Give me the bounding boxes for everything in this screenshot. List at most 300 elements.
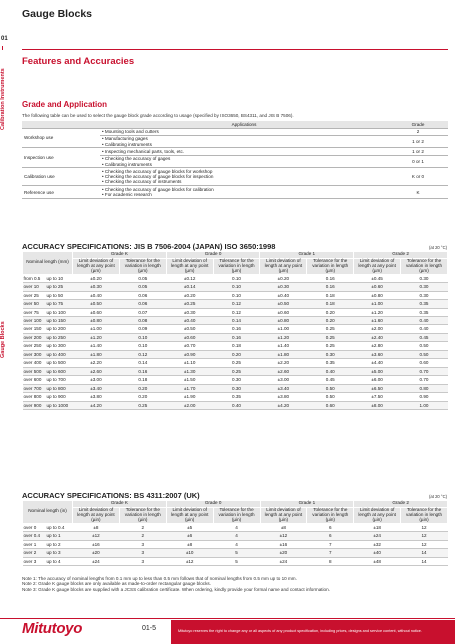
spec-row <box>23 549 448 557</box>
spec-value: 12 <box>401 523 448 531</box>
application-grade: K <box>388 186 448 199</box>
length-from: over 1 <box>23 540 46 548</box>
spec-value: 0.60 <box>401 359 448 367</box>
spec-value: ±1.70 <box>166 384 213 392</box>
spec-value: 0.10 <box>119 342 166 350</box>
spec-value: 0.20 <box>307 308 354 316</box>
spec-value: ±1.10 <box>166 359 213 367</box>
spec-value: 12 <box>401 532 448 540</box>
spec-value: 3 <box>119 540 166 548</box>
length-from: over 600 <box>23 376 46 384</box>
limit-deviation-header: Limit deviation of length at any point (µin) <box>73 507 120 523</box>
spec-row <box>23 333 448 341</box>
spec-value: 14 <box>401 549 448 557</box>
spec-value: 0.10 <box>213 291 260 299</box>
application-category: Workshop use <box>22 128 100 148</box>
spec-value: 0.14 <box>213 317 260 325</box>
length-to: up to 3 <box>46 549 73 557</box>
spec-value: 8 <box>307 557 354 565</box>
spec-row <box>23 359 448 367</box>
length-to: up to 500 <box>46 359 73 367</box>
spec-value: 0.18 <box>307 300 354 308</box>
length-from: over 75 <box>23 308 46 316</box>
length-to: up to 600 <box>46 367 73 375</box>
spec-value: 0.25 <box>213 359 260 367</box>
bs-spec-heading: ACCURACY SPECIFICATIONS: BS 4311:2007 (UK) <box>22 491 200 500</box>
spec-value: ±2.20 <box>73 359 120 367</box>
spec-value: 0.70 <box>401 367 448 375</box>
spec-value: 0.60 <box>307 401 354 409</box>
application-line: • Calibrating instruments <box>102 161 152 167</box>
spec-value: 0.70 <box>401 376 448 384</box>
spec-value: 0.90 <box>401 393 448 401</box>
spec-value: ±2.00 <box>166 401 213 409</box>
spec-value: ±0.20 <box>73 274 120 282</box>
application-line: • Calibrating instruments <box>102 141 152 147</box>
footer-rule <box>0 618 455 619</box>
bs-spec-table <box>22 500 448 566</box>
spec-value: ±6 <box>166 532 213 540</box>
app-table-corner <box>22 121 100 128</box>
page-title: Gauge Blocks <box>22 8 93 20</box>
limit-deviation-header: Limit deviation of length at any point (µm) <box>354 258 401 274</box>
spec-value: 0.07 <box>119 308 166 316</box>
application-grade: K or 0 <box>388 168 448 186</box>
spec-value: 0.06 <box>119 291 166 299</box>
application-row <box>22 186 448 199</box>
spec-value: 0.20 <box>213 350 260 358</box>
section-label-gauge-blocks: Gauge Blocks <box>0 321 6 358</box>
length-from: over 500 <box>23 367 46 375</box>
bs-unit: (at 20 °C) <box>429 494 447 499</box>
spec-value: ±0.50 <box>166 325 213 333</box>
spec-row <box>23 540 448 548</box>
application-description <box>100 135 388 148</box>
application-category: Calibration use <box>22 168 100 186</box>
spec-value: 0.45 <box>401 333 448 341</box>
length-from: over 150 <box>23 325 46 333</box>
spec-value: ±1.40 <box>73 342 120 350</box>
spec-value: ±3.60 <box>354 350 401 358</box>
jis-spec-table <box>22 251 448 410</box>
application-category: Reference use <box>22 186 100 199</box>
length-from: over 0 <box>23 523 46 531</box>
spec-value: ±1.40 <box>260 342 307 350</box>
spec-value: 0.16 <box>119 367 166 375</box>
spec-row <box>23 350 448 358</box>
spec-row <box>23 384 448 392</box>
variation-tolerance-header: Tolerance for the variation in length (µm) <box>213 258 260 274</box>
spec-value: 0.16 <box>213 333 260 341</box>
grade-application-intro: The following table can be used to select the gauge block grade according to usage (specified by ISO3650, BS4311, and JIS B 7506). <box>22 113 294 118</box>
spec-value: ±5 <box>166 523 213 531</box>
spec-value: ±12 <box>73 532 120 540</box>
spec-value: 4 <box>213 523 260 531</box>
length-to: up to 4 <box>46 557 73 565</box>
spec-value: 0.25 <box>307 333 354 341</box>
spec-value: 3 <box>119 557 166 565</box>
spec-value: 0.12 <box>213 300 260 308</box>
length-to: up to 800 <box>46 384 73 392</box>
spec-value: ±0.40 <box>166 317 213 325</box>
spec-row <box>23 283 448 291</box>
spec-value: ±18 <box>354 523 401 531</box>
spec-value: 0.25 <box>119 401 166 409</box>
application-line: • Checking the accuracy of gauge blocks for workshop <box>102 169 213 175</box>
length-to: up to 900 <box>46 393 73 401</box>
spec-value: ±2.80 <box>354 342 401 350</box>
spec-row <box>23 401 448 409</box>
spec-value: ±16 <box>260 540 307 548</box>
spec-value: ±12 <box>260 532 307 540</box>
jis-unit: (at 20 °C) <box>429 245 447 250</box>
spec-value: 0.18 <box>307 291 354 299</box>
mitutoyo-logo: Mitutoyo <box>22 620 83 637</box>
jis-spec-heading: ACCURACY SPECIFICATIONS: JIS B 7506-2004 (JAPAN) ISO 3650:1998 <box>22 242 276 251</box>
spec-value: 3 <box>119 549 166 557</box>
grade-0-header: Grade 0 <box>166 252 260 259</box>
application-grade: 1 or 2 <box>388 148 448 155</box>
spec-value: ±2.60 <box>73 367 120 375</box>
spec-value: ±6.50 <box>354 384 401 392</box>
length-to: up to 2 <box>46 540 73 548</box>
length-from: over 50 <box>23 300 46 308</box>
length-from: over 2 <box>23 549 46 557</box>
application-description <box>100 168 388 186</box>
spec-value: 0.10 <box>119 333 166 341</box>
spec-value: 7 <box>307 549 354 557</box>
spec-value: ±0.60 <box>260 308 307 316</box>
spec-value: 0.30 <box>401 283 448 291</box>
notes <box>22 576 442 592</box>
spec-value: ±20 <box>260 549 307 557</box>
applications-header: Applications <box>100 121 388 128</box>
spec-value: 0.50 <box>307 393 354 401</box>
spec-value: ±8 <box>260 523 307 531</box>
spec-value: ±3.00 <box>73 376 120 384</box>
spec-value: 0.05 <box>119 274 166 282</box>
spec-value: ±0.25 <box>166 300 213 308</box>
spec-value: 0.09 <box>119 325 166 333</box>
spec-row <box>23 557 448 565</box>
sub-header-row <box>23 507 448 523</box>
spec-row <box>23 308 448 316</box>
spec-value: ±1.80 <box>73 350 120 358</box>
spec-row <box>23 532 448 540</box>
application-description <box>100 148 388 155</box>
spec-row <box>23 376 448 384</box>
spec-value: 2 <box>119 523 166 531</box>
spec-value: ±0.30 <box>73 283 120 291</box>
note-3: Note 3: Grade K gauge blocks are supplied with a JCSS calibration certificate. When ordering, kindly provide your formal name and contact information. <box>22 586 330 592</box>
spec-value: 0.16 <box>213 325 260 333</box>
spec-value: ±3.40 <box>73 384 120 392</box>
spec-value: 4 <box>213 532 260 540</box>
spec-value: 0.80 <box>401 384 448 392</box>
application-row <box>22 168 448 186</box>
page-number: 01-5 <box>142 625 157 632</box>
spec-value: 0.05 <box>119 283 166 291</box>
spec-value: 0.30 <box>401 291 448 299</box>
spec-value: ±1.30 <box>166 367 213 375</box>
spec-value: 0.35 <box>307 359 354 367</box>
spec-value: 0.10 <box>213 283 260 291</box>
spec-value: ±0.12 <box>166 274 213 282</box>
spec-value: 0.12 <box>119 350 166 358</box>
length-to: up to 200 <box>46 325 73 333</box>
application-grade: 2 <box>388 128 448 135</box>
variation-tolerance-header: Tolerance for the variation in length (µm) <box>119 258 166 274</box>
length-from: from 0.5 <box>23 274 46 282</box>
spec-value: ±8.00 <box>354 401 401 409</box>
spec-value: 0.40 <box>401 317 448 325</box>
spec-value: ±1.00 <box>354 300 401 308</box>
spec-value: 0.25 <box>307 325 354 333</box>
spec-value: ±0.60 <box>73 308 120 316</box>
spec-value: ±0.30 <box>166 308 213 316</box>
length-to: up to 1000 <box>46 401 73 409</box>
limit-deviation-header: Limit deviation of length at any point (µm) <box>73 258 120 274</box>
variation-tolerance-header: Tolerance for the variation in length (µin) <box>213 507 260 523</box>
spec-row <box>23 523 448 531</box>
spec-value: ±5.00 <box>354 367 401 375</box>
divider <box>22 49 448 50</box>
spec-value: ±0.80 <box>73 317 120 325</box>
spec-value: ±0.60 <box>166 333 213 341</box>
spec-value: ±2.00 <box>354 325 401 333</box>
length-from: over 10 <box>23 283 46 291</box>
section-label-calibration: Calibration Instruments <box>0 68 6 130</box>
page-subtitle: Features and Accuracies <box>22 56 135 67</box>
spec-value: 0.35 <box>401 308 448 316</box>
length-from: over 700 <box>23 384 46 392</box>
spec-value: ±1.20 <box>354 308 401 316</box>
length-to: up to 75 <box>46 300 73 308</box>
spec-value: ±3.80 <box>73 393 120 401</box>
spec-value: ±8 <box>73 523 120 531</box>
spec-row <box>23 342 448 350</box>
spec-row <box>23 291 448 299</box>
spec-value: ±24 <box>354 532 401 540</box>
spec-value: ±1.90 <box>166 393 213 401</box>
spec-value: ±1.00 <box>73 325 120 333</box>
spec-row <box>23 274 448 282</box>
spec-value: 5 <box>213 549 260 557</box>
application-line: • Checking the accuracy of gages <box>102 156 171 162</box>
length-to: up to 25 <box>46 283 73 291</box>
note-1: Note 1: The accuracy of nominal lengths from 0.1 mm up to less than 0.5 mm follows that of nominal lengths from 0.5 mm up to 10 mm. <box>22 576 297 581</box>
application-line: • For academic research <box>102 192 152 198</box>
application-line: • Checking the accuracy of instruments <box>102 179 182 185</box>
variation-tolerance-header: Tolerance for the variation in length (µin) <box>401 507 448 523</box>
spec-value: ±4.20 <box>73 401 120 409</box>
grade-application-table <box>22 121 448 199</box>
spec-value: 0.35 <box>213 393 260 401</box>
spec-value: 0.35 <box>401 300 448 308</box>
spec-value: 0.08 <box>119 317 166 325</box>
limit-deviation-header: Limit deviation of length at any point (µin) <box>166 507 213 523</box>
spec-value: ±1.20 <box>260 333 307 341</box>
spec-value: 0.20 <box>307 317 354 325</box>
application-grade: 1 or 2 <box>388 135 448 148</box>
application-description <box>100 186 388 199</box>
length-from: over 800 <box>23 393 46 401</box>
spec-row <box>23 300 448 308</box>
spec-value: 0.06 <box>119 300 166 308</box>
spec-value: ±7.50 <box>354 393 401 401</box>
length-from: over 300 <box>23 350 46 358</box>
length-to: up to 1 <box>46 532 73 540</box>
spec-value: ±24 <box>260 557 307 565</box>
application-description <box>100 128 388 135</box>
length-to: up to 150 <box>46 317 73 325</box>
grade-application-heading: Grade and Application <box>22 100 108 109</box>
spec-value: ±1.00 <box>260 325 307 333</box>
spec-value: ±3.00 <box>260 376 307 384</box>
spec-value: 12 <box>401 540 448 548</box>
spec-value: ±0.80 <box>260 317 307 325</box>
grade-header: Grade <box>388 121 448 128</box>
spec-value: ±3.40 <box>260 384 307 392</box>
spec-value: 0.16 <box>307 283 354 291</box>
limit-deviation-header: Limit deviation of length at any point (µm) <box>166 258 213 274</box>
spec-value: ±0.50 <box>260 300 307 308</box>
application-grade: 0 or 1 <box>388 155 448 168</box>
length-from: over 400 <box>23 359 46 367</box>
spec-row <box>23 393 448 401</box>
spec-value: ±16 <box>73 540 120 548</box>
spec-value: ±2.60 <box>260 367 307 375</box>
spec-value: 0.30 <box>307 350 354 358</box>
spec-value: 2 <box>119 532 166 540</box>
spec-value: 0.30 <box>213 384 260 392</box>
application-line: • Mounting tools and cutters <box>102 129 159 135</box>
grade-1-header: Grade 1 <box>260 501 354 508</box>
spec-value: 0.45 <box>307 376 354 384</box>
spec-value: 6 <box>307 532 354 540</box>
spec-row <box>23 317 448 325</box>
side-tab <box>0 0 10 644</box>
spec-value: ±20 <box>73 549 120 557</box>
length-from: over 25 <box>23 291 46 299</box>
spec-value: ±0.90 <box>166 350 213 358</box>
application-row <box>22 128 448 135</box>
spec-value: ±4.20 <box>260 401 307 409</box>
spec-value: ±1.60 <box>354 317 401 325</box>
spec-value: 0.40 <box>213 401 260 409</box>
spec-value: ±0.30 <box>260 283 307 291</box>
spec-value: ±40 <box>354 549 401 557</box>
spec-value: ±24 <box>73 557 120 565</box>
limit-deviation-header: Limit deviation of length at any point (µin) <box>354 507 401 523</box>
application-line: • Checking the accuracy of gauge blocks for inspection <box>102 174 214 180</box>
spec-value: ±2.20 <box>260 359 307 367</box>
length-from: over 100 <box>23 317 46 325</box>
length-from: over 200 <box>23 333 46 341</box>
sub-header-row <box>23 258 448 274</box>
spec-value: ±1.80 <box>260 350 307 358</box>
spec-value: ±48 <box>354 557 401 565</box>
application-line: • Manufacturing gages <box>102 136 148 142</box>
spec-value: 0.50 <box>401 342 448 350</box>
spec-value: 0.50 <box>307 384 354 392</box>
length-to: up to 300 <box>46 342 73 350</box>
spec-value: 0.30 <box>401 274 448 282</box>
grade-1-header: Grade 1 <box>260 252 354 259</box>
spec-value: ±0.60 <box>354 283 401 291</box>
spec-row <box>23 367 448 375</box>
application-row <box>22 148 448 155</box>
spec-value: 0.20 <box>119 384 166 392</box>
spec-value: ±0.40 <box>260 291 307 299</box>
variation-tolerance-header: Tolerance for the variation in length (µin) <box>307 507 354 523</box>
spec-value: ±0.70 <box>166 342 213 350</box>
spec-value: 0.25 <box>213 367 260 375</box>
spec-value: 0.14 <box>119 359 166 367</box>
spec-value: ±0.14 <box>166 283 213 291</box>
spec-value: 14 <box>401 557 448 565</box>
spec-value: 7 <box>307 540 354 548</box>
length-to: up to 400 <box>46 350 73 358</box>
footer-disclaimer: Mitutoyo reserves the right to change any or all aspects of any product specification, including prices, designs and service content, without notice. <box>178 629 422 633</box>
length-to: up to 50 <box>46 291 73 299</box>
grade-k-header: Grade K <box>73 252 167 259</box>
variation-tolerance-header: Tolerance for the variation in length (µm) <box>401 258 448 274</box>
spec-value: ±0.20 <box>260 274 307 282</box>
spec-value: ±2.40 <box>354 333 401 341</box>
spec-value: ±1.50 <box>166 376 213 384</box>
note-2: Note 2: Grade K gauge blocks are only available as made-to-order rectangular gauge blocks. <box>22 581 211 587</box>
spec-row <box>23 325 448 333</box>
application-line: • Inspecting mechanical parts, tools, etc. <box>102 149 185 155</box>
spec-value: 0.16 <box>307 274 354 282</box>
application-category: Inspection use <box>22 148 100 168</box>
variation-tolerance-header: Tolerance for the variation in length (µin) <box>119 507 166 523</box>
spec-value: ±8 <box>166 540 213 548</box>
grade-0-header: Grade 0 <box>166 501 260 508</box>
spec-value: 0.20 <box>119 393 166 401</box>
length-from: over 900 <box>23 401 46 409</box>
length-to: up to 700 <box>46 376 73 384</box>
spec-value: 0.12 <box>213 308 260 316</box>
length-to: up to 100 <box>46 308 73 316</box>
spec-value: 0.25 <box>307 342 354 350</box>
spec-value: 0.18 <box>119 376 166 384</box>
spec-value: ±10 <box>166 549 213 557</box>
spec-value: ±3.80 <box>260 393 307 401</box>
nominal-length-header: Nominal length (in) <box>23 501 73 524</box>
spec-value: 6 <box>307 523 354 531</box>
spec-value: ±0.40 <box>73 291 120 299</box>
spec-value: ±0.80 <box>354 291 401 299</box>
length-from: over 3 <box>23 557 46 565</box>
spec-value: ±32 <box>354 540 401 548</box>
spec-value: ±6.00 <box>354 376 401 384</box>
spec-value: ±1.20 <box>73 333 120 341</box>
length-to: up to 250 <box>46 333 73 341</box>
application-description <box>100 155 388 168</box>
spec-value: 0.50 <box>401 350 448 358</box>
spec-value: 0.40 <box>401 325 448 333</box>
grade-2-header: Grade 2 <box>354 252 448 259</box>
spec-value: 4 <box>213 540 260 548</box>
limit-deviation-header: Limit deviation of length at any point (µm) <box>260 258 307 274</box>
variation-tolerance-header: Tolerance for the variation in length (µm) <box>307 258 354 274</box>
spec-value: ±0.20 <box>166 291 213 299</box>
spec-value: 0.40 <box>307 367 354 375</box>
spec-value: 1.00 <box>401 401 448 409</box>
application-line: • Checking the accuracy of gauge blocks for calibration <box>102 186 214 192</box>
